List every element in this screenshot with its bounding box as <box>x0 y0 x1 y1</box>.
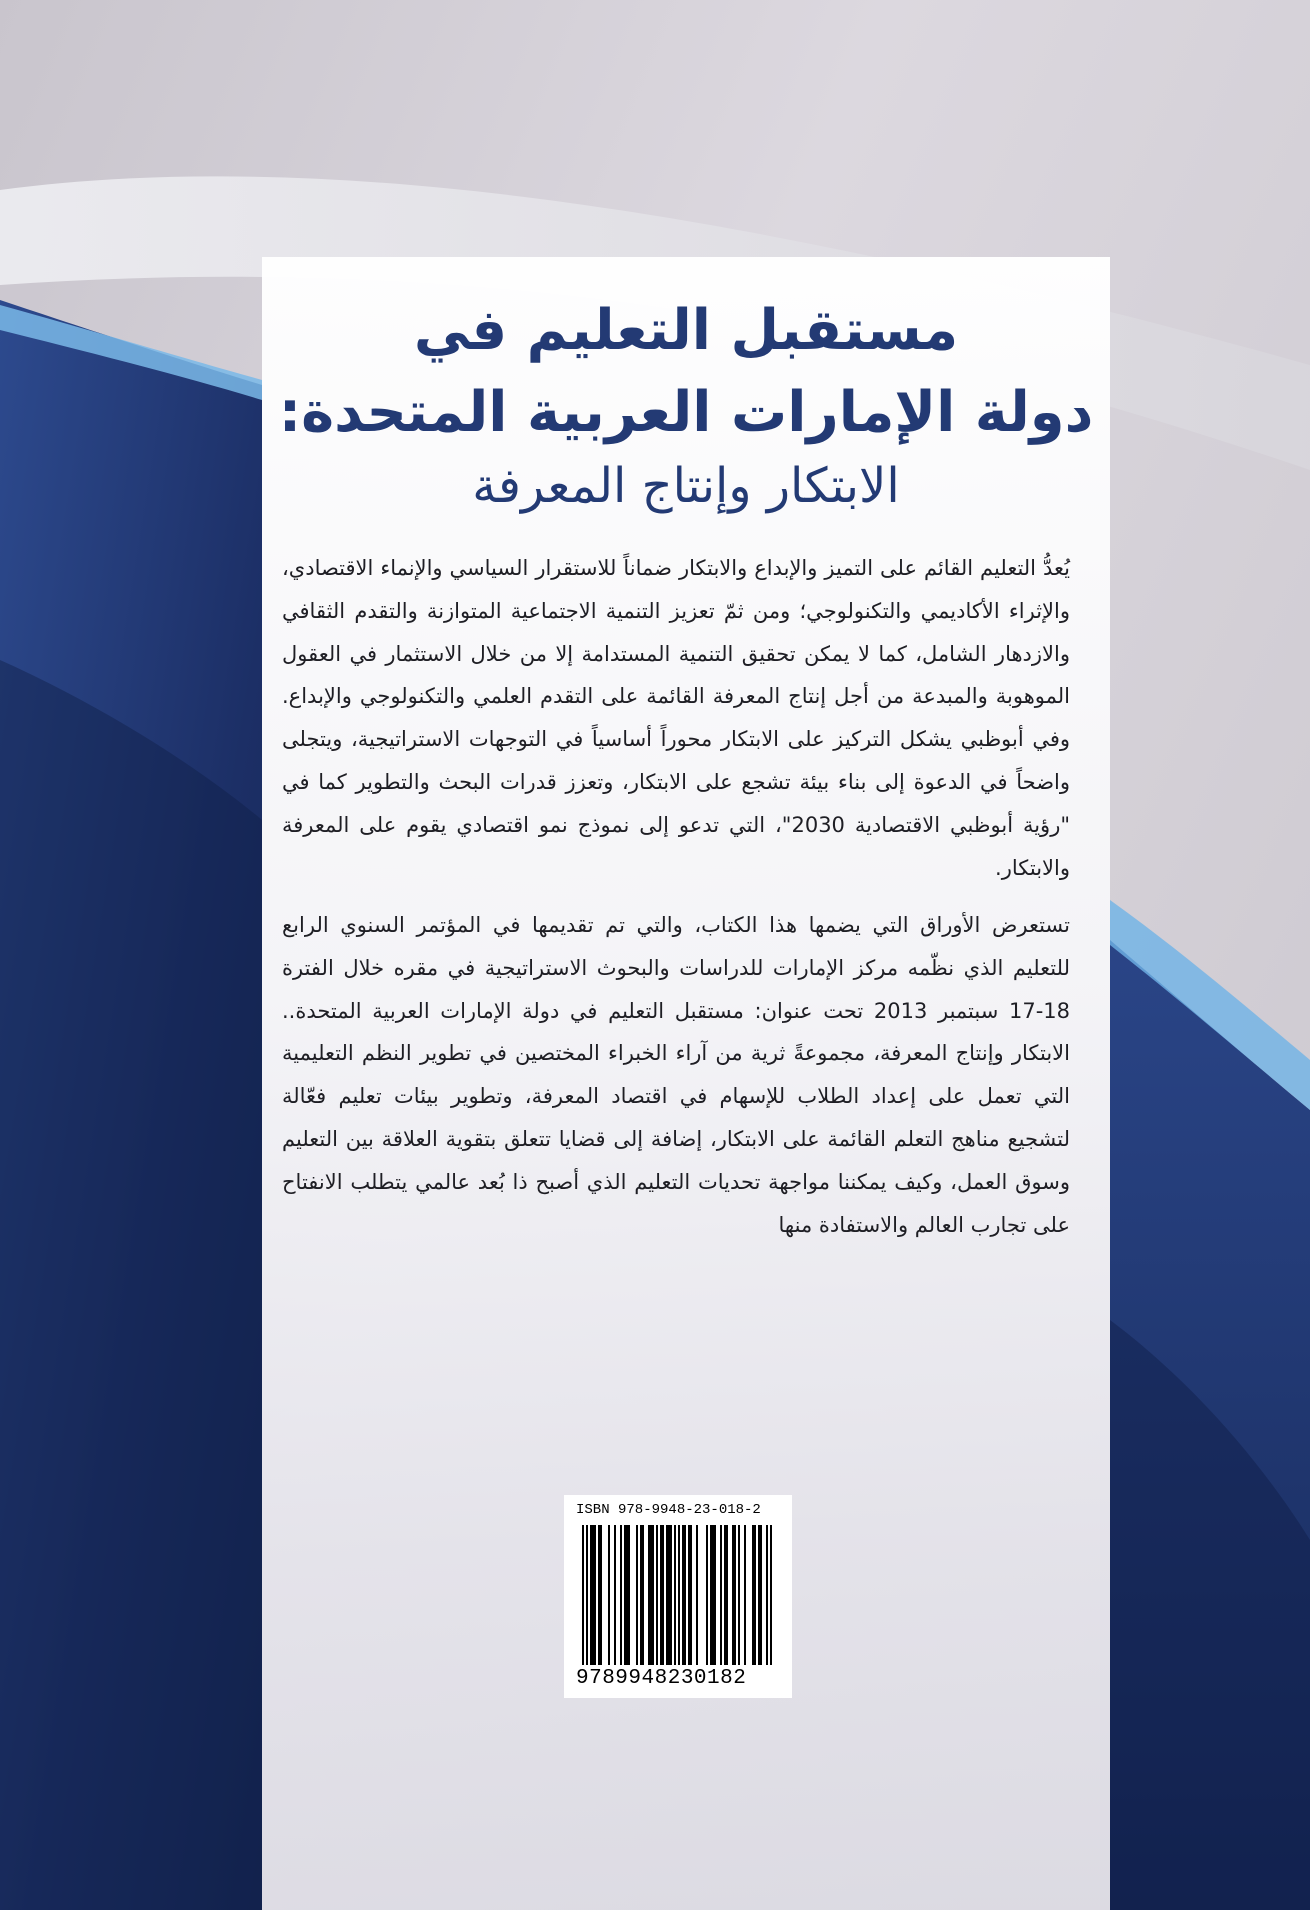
barcode-bar <box>696 1525 698 1665</box>
barcode-bar <box>734 1525 736 1665</box>
barcode-bar <box>666 1525 668 1665</box>
barcode-bar <box>752 1525 754 1665</box>
barcode-bar <box>626 1525 628 1665</box>
barcode-bar <box>652 1525 654 1665</box>
barcode-bar <box>660 1525 662 1665</box>
barcode-bar <box>758 1525 760 1665</box>
barcode-bar <box>744 1525 746 1665</box>
barcode-bar <box>590 1525 592 1665</box>
description-paragraph-2: تستعرض الأوراق التي يضمها هذا الكتاب، والتي تم تقديمها في المؤتمر السنوي الرابع للتعليم الذي نظّمه مركز الإمارات للدراسات والبحوث الاستراتيجية في مقره خلال الفترة 18-17 سبتمبر 2013 تحت عنوان: مستقبل التعليم في دولة الإمارات العربية المتحدة.. الابتكار وإنتاج المعرفة، مجموعةً ثرية من آراء الخبراء المختصين في تطوير النظم التعليمية التي تعمل على إعداد الطلاب للإسهام في اقتصاد المعرفة، وتطوير بيئات تعليم فعّالة لتشجيع مناهج التعلم القائمة على الابتكار، إضافة إلى قضايا تتعلق بتقوية العلاقة بين التعليم وسوق العمل، وكيف يمكننا مواجهة تحديات التعليم الذي أصبح ذا بُعد عالمي يتطلب الانفتاح على تجارب العالم والاستفادة منها <box>282 913 1070 1237</box>
barcode-bar <box>656 1525 658 1665</box>
barcode-bar <box>592 1525 594 1665</box>
barcode-bar <box>586 1525 588 1665</box>
barcode-bar <box>678 1525 680 1665</box>
barcode-bar <box>684 1525 686 1665</box>
barcode-bar <box>770 1525 772 1665</box>
description-paragraph-1: يُعدُّ التعليم القائم على التميز والإبداع والابتكار ضماناً للاستقرار السياسي والإنماء الاقتصادي، والإثراء الأكاديمي والتكنولوجي؛ ومن ثمّ تعزيز التنمية الاجتماعية المتوازنة والتقدم الثقافي والازدهار الشامل، كما لا يمكن تحقيق التنمية المستدامة إلا من خلال الاستثمار في العقول الموهوبة والمبدعة من أجل إنتاج المعرفة القائمة على التقدم العلمي والتكنولوجي والإبداع. وفي أبوظبي يشكل التركيز على الابتكار محوراً أساسياً في التوجهات الاستراتيجية، ويتجلى واضحاً في الدعوة إلى بناء بيئة تشجع على الابتكار، وتعزز قدرات البحث والتطوير كما في "رؤية أبوظبي الاقتصادية 2030"، التي تدعو إلى نموذج نمو اقتصادي يقوم على المعرفة والابتكار. <box>282 556 1070 880</box>
barcode-bar <box>614 1525 616 1665</box>
barcode-bar <box>674 1525 676 1665</box>
barcode-bar <box>628 1525 630 1665</box>
barcode-bar <box>624 1525 626 1665</box>
barcode-bar <box>738 1525 740 1665</box>
barcode-bar <box>766 1525 768 1665</box>
barcode-bar <box>760 1525 762 1665</box>
barcode-bar <box>650 1525 652 1665</box>
barcode-bar <box>662 1525 664 1665</box>
book-title-line-2: دولة الإمارات العربية المتحدة: <box>278 380 1094 445</box>
barcode-bar <box>714 1525 716 1665</box>
barcode-bar <box>642 1525 644 1665</box>
barcode-digits: 9789948230182 <box>576 1667 747 1690</box>
barcode-bar <box>648 1525 650 1665</box>
barcode-bar <box>712 1525 714 1665</box>
barcode-bar <box>636 1525 638 1665</box>
book-subtitle: الابتكار وإنتاج المعرفة <box>472 458 900 514</box>
barcode-bar <box>732 1525 734 1665</box>
barcode-bar <box>608 1525 610 1665</box>
book-title-line-1: مستقبل التعليم في <box>413 298 959 363</box>
isbn-barcode <box>564 1495 792 1698</box>
barcode-bar <box>620 1525 622 1665</box>
barcode-bar <box>582 1525 584 1665</box>
barcode-bar <box>670 1525 672 1665</box>
barcode-bar <box>690 1525 692 1665</box>
barcode-bar <box>668 1525 670 1665</box>
barcode-bar <box>754 1525 756 1665</box>
barcode-bar <box>724 1525 726 1665</box>
barcode-bar <box>598 1525 600 1665</box>
barcode-bar <box>600 1525 602 1665</box>
barcode-bar <box>688 1525 690 1665</box>
barcode-bar <box>706 1525 708 1665</box>
isbn-label: ISBN 978-9948-23-018-2 <box>576 1502 761 1518</box>
barcode-bar <box>640 1525 642 1665</box>
barcode-bar <box>720 1525 722 1665</box>
barcode-bar <box>726 1525 728 1665</box>
barcode-bar <box>594 1525 596 1665</box>
barcode-bar <box>682 1525 684 1665</box>
barcode-bar <box>710 1525 712 1665</box>
